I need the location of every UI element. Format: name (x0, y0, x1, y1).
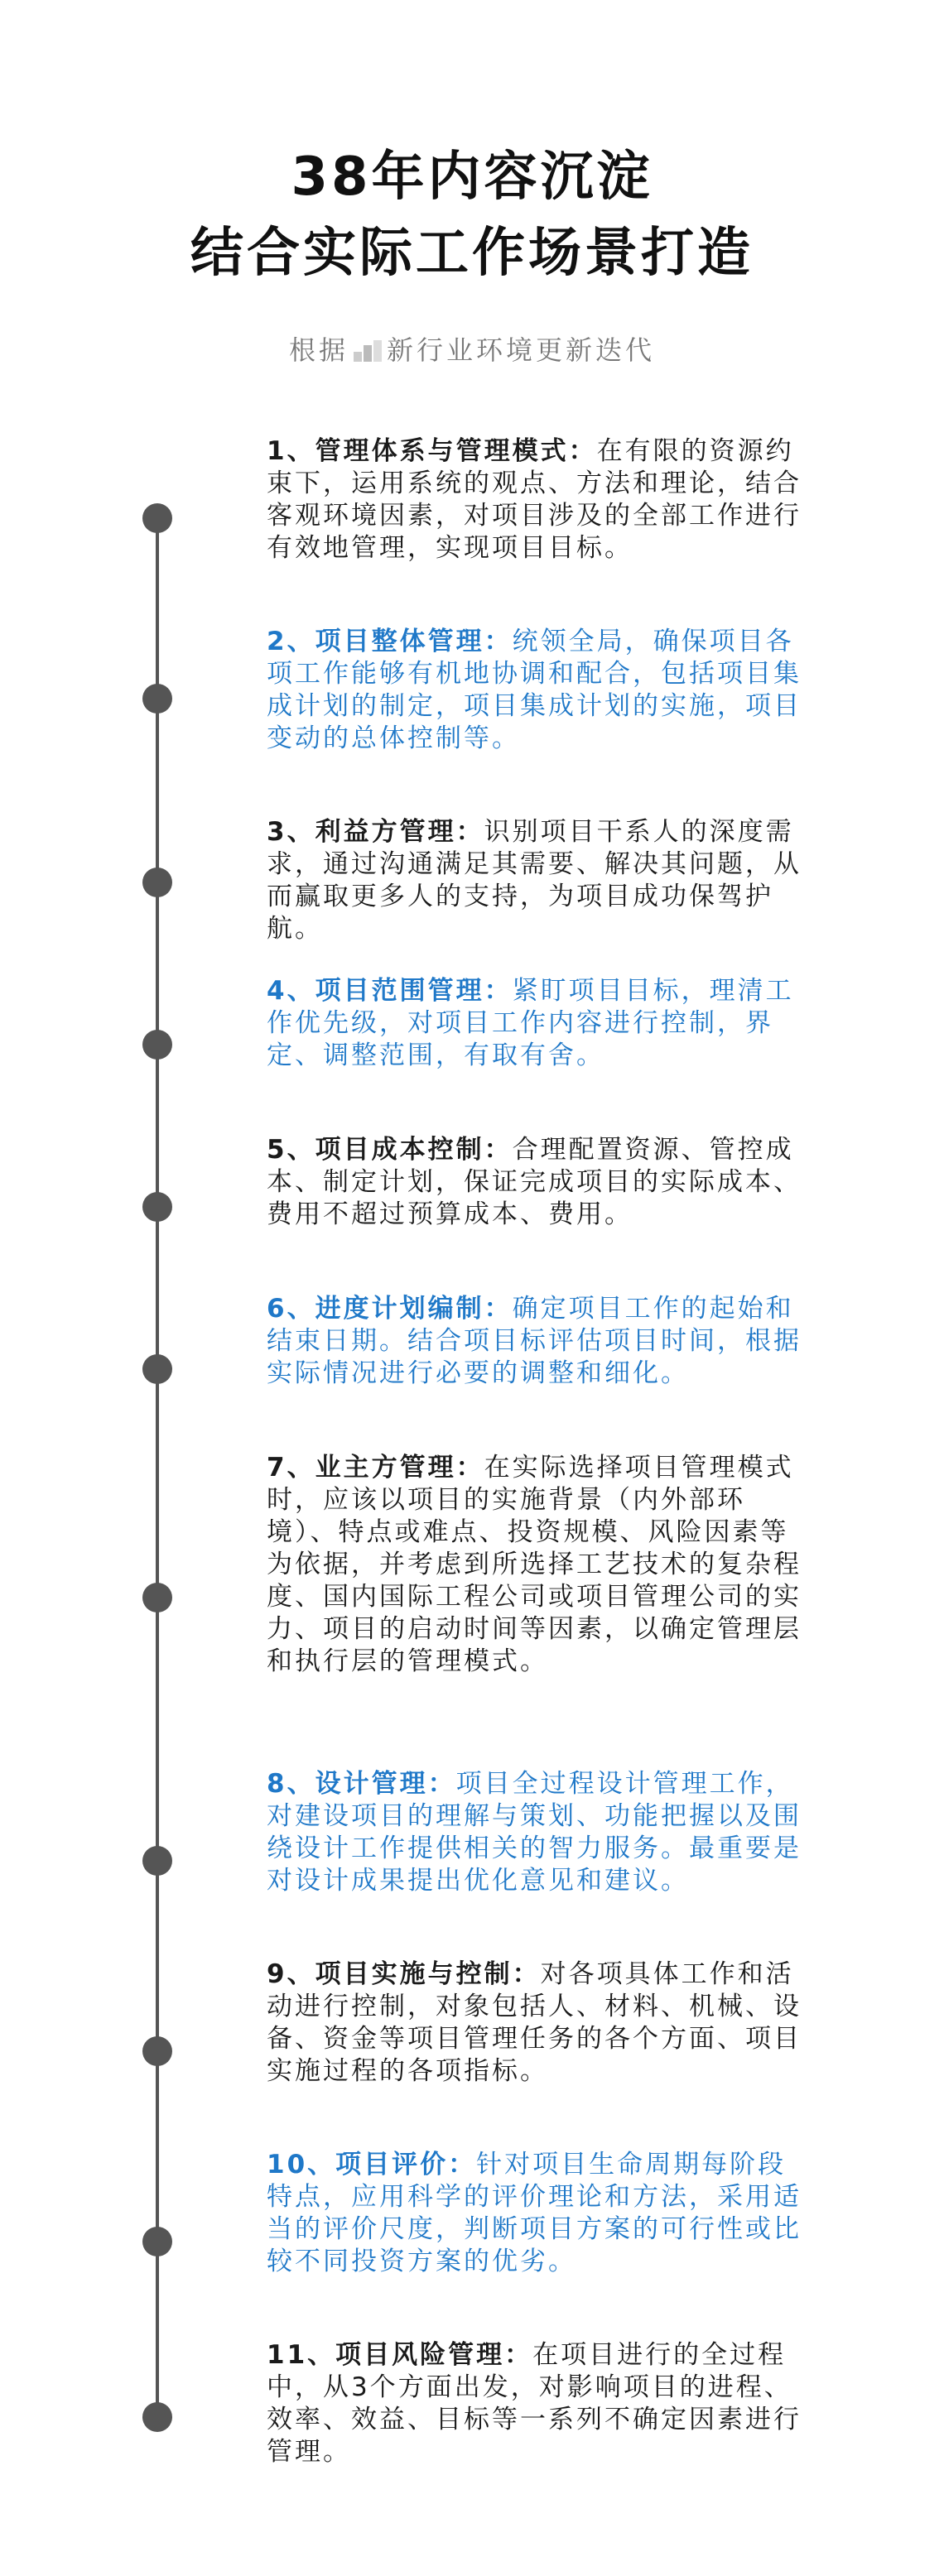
list-item (267, 1293, 803, 1390)
list-item (267, 435, 803, 565)
list-item (267, 1452, 803, 1678)
timeline-dot-3 (142, 867, 172, 897)
item-heading: 8、设计管理： (267, 1769, 456, 1799)
timeline-dot-1 (142, 503, 172, 533)
title-line-1: 38年内容沉淀 (291, 147, 653, 208)
list-item (267, 816, 803, 945)
item-heading: 2、项目整体管理： (267, 627, 513, 656)
timeline-dot-5 (142, 1192, 172, 1222)
item-text: 在实际选择项目管理模式时，应该以项目的实施背景（内外部环境）、特点或难点、投资规模、风险因素等为依据，并考虑到所选择工艺技术的复杂程度、国内国际工程公司或项目管理公司的实力、项目的启动时间等因素，以确定管理层和执行层的管理模式。 (267, 1453, 802, 1676)
list-item (267, 2339, 803, 2468)
subtitle (0, 329, 944, 368)
item-heading: 6、进度计划编制： (267, 1294, 513, 1324)
item-heading: 1、管理体系与管理模式： (267, 436, 597, 466)
timeline-dot-6 (142, 1354, 172, 1384)
list-item (267, 1134, 803, 1231)
list-item (267, 975, 803, 1072)
item-text: 合理配置资源、管控成本、制定计划，保证完成项目的实际成本、费用不超过预算成本、费用。 (267, 1135, 802, 1229)
item-heading: 11、项目风险管理： (267, 2340, 533, 2370)
item-text: 在项目进行的全过程中，从3个方面出发，对影响项目的进程、效率、效益、目标等一系列不确定因素进行管理。 (267, 2340, 802, 2467)
item-text: 项目全过程设计管理工作，对建设项目的理解与策划、功能把握以及围绕设计工作提供相关的智力服务。最重要是对设计成果提出优化意见和建议。 (267, 1769, 802, 1896)
title-line-2: 结合实际工作场景打造 (190, 223, 754, 284)
item-text: 识别项目干系人的深度需求，通过沟通满足其需要、解决其问题，从而赢取更多人的支持，为项目成功保驾护航。 (267, 817, 802, 944)
page-title (0, 139, 944, 291)
item-text: 针对项目生命周期每阶段特点，应用科学的评价理论和方法，采用适当的评价尺度，判断项目方案的可行性或比较不同投资方案的优劣。 (267, 2150, 802, 2276)
item-text: 对各项具体工作和活动进行控制，对象包括人、材料、机械、设备、资金等项目管理任务的各个方面、项目实施过程的各项指标。 (267, 1959, 802, 2086)
timeline-dot-4 (142, 1030, 172, 1060)
timeline-dot-10 (142, 2227, 172, 2256)
item-heading: 3、利益方管理： (267, 817, 484, 847)
item-heading: 10、项目评价： (267, 2150, 477, 2180)
subtitle-prefix: 根据 (288, 334, 349, 366)
item-text: 统领全局，确保项目各项工作能够有机地协调和配合，包括项目集成计划的制定，项目集成计划的实施，项目变动的总体控制等。 (267, 627, 802, 753)
logo-mark-icon (354, 340, 382, 362)
subtitle-suffix: 新行业环境更新迭代 (387, 334, 656, 366)
list-item (267, 2149, 803, 2278)
item-text: 在有限的资源约束下，运用系统的观点、方法和理论，结合客观环境因素，对项目涉及的全部工作进行有效地管理，实现项目目标。 (267, 436, 802, 563)
list-item (267, 626, 803, 755)
item-text: 紧盯项目目标，理清工作优先级，对项目工作内容进行控制，界定、调整范围，有取有舍。 (267, 976, 794, 1070)
timeline-dot-8 (142, 1846, 172, 1876)
list-item (267, 1768, 803, 1897)
timeline-dot-9 (142, 2036, 172, 2066)
timeline-dot-2 (142, 684, 172, 714)
item-heading: 7、业主方管理： (267, 1453, 484, 1483)
item-heading: 4、项目范围管理： (267, 976, 513, 1006)
item-text: 确定项目工作的起始和结束日期。结合项目标评估项目时间，根据实际情况进行必要的调整和细化。 (267, 1294, 802, 1388)
list-item (267, 1958, 803, 2088)
item-heading: 5、项目成本控制： (267, 1135, 513, 1165)
timeline-line (156, 513, 159, 2417)
timeline-dot-11 (142, 2402, 172, 2432)
timeline-dot-7 (142, 1583, 172, 1612)
item-heading: 9、项目实施与控制： (267, 1959, 541, 1989)
